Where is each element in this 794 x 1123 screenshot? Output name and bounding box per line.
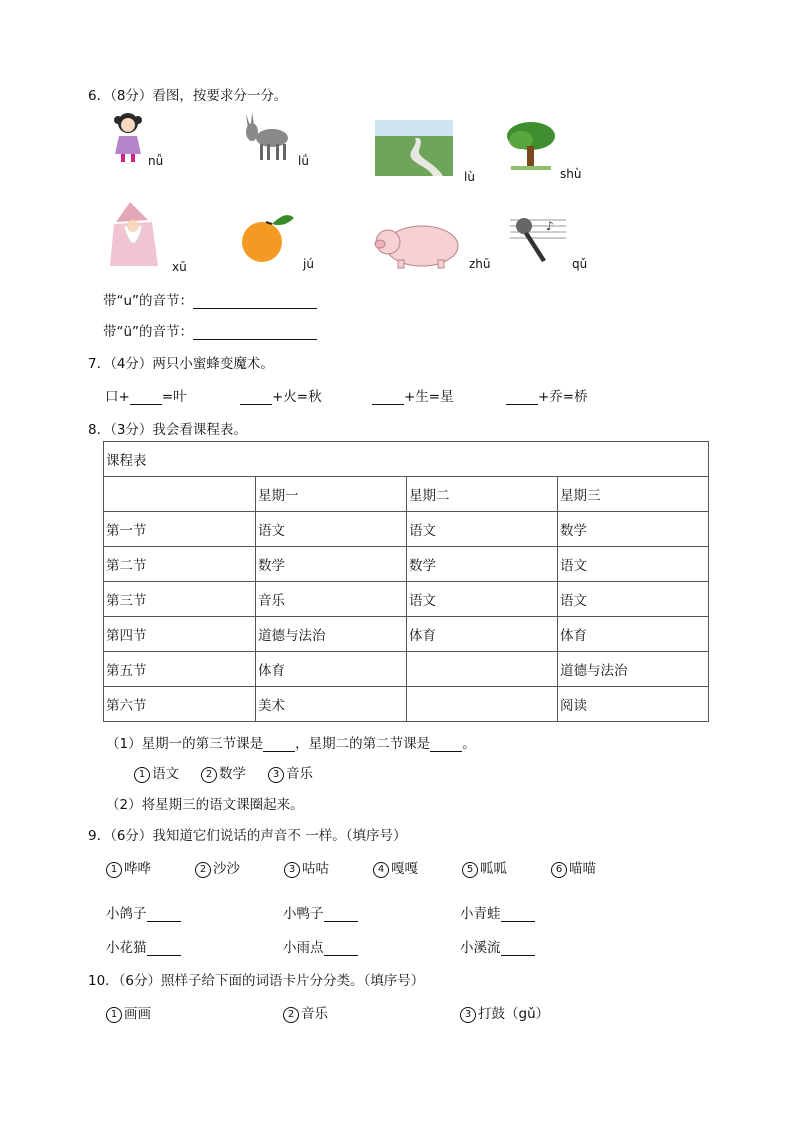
table-header-row <box>104 477 709 512</box>
q9-item-label: 小青蛙 <box>460 906 501 922</box>
q8-option-3 <box>268 762 313 783</box>
equation-3-suffix: +生=星 <box>404 389 454 405</box>
equation-4-blank[interactable] <box>506 390 538 405</box>
syllable-u-blank[interactable] <box>193 294 317 309</box>
donkey-picture <box>240 110 296 162</box>
question-6-title: 6．（8分）看图，按要求分一分。 <box>88 88 288 104</box>
microphone-picture <box>506 206 568 264</box>
table-cell <box>407 687 558 722</box>
circled-number: 3 <box>460 1007 476 1023</box>
q8-sub1-text-c: 。 <box>462 736 476 752</box>
q9-item <box>283 936 358 956</box>
option-text: 语文 <box>152 766 179 782</box>
table-caption: 课程表 <box>104 442 709 477</box>
q9-item <box>460 936 535 956</box>
q9-item-blank[interactable] <box>324 941 358 956</box>
question-7-title: 7．（4分）两只小蜜蜂变魔术。 <box>88 356 274 372</box>
table-cell: 美术 <box>256 687 407 722</box>
table-cell: 道德与法治 <box>558 652 709 687</box>
tree-picture <box>505 120 557 172</box>
q9-item-label: 小鸭子 <box>283 906 324 922</box>
table-cell: 体育 <box>407 617 558 652</box>
pinyin-1: nǚ <box>148 154 164 168</box>
table-cell: 数学 <box>407 547 558 582</box>
circled-number: 3 <box>268 767 284 783</box>
table-cell: 第三节 <box>104 582 256 617</box>
table-row <box>104 582 709 617</box>
equation-1-suffix: =叶 <box>161 389 187 405</box>
table-cell: 阅读 <box>558 687 709 722</box>
circled-number: 2 <box>195 862 211 878</box>
circled-number: 1 <box>134 767 150 783</box>
equation-2-blank[interactable] <box>240 390 272 405</box>
circled-number: 5 <box>462 862 478 878</box>
pig-picture <box>372 218 462 270</box>
table-cell: 语文 <box>407 582 558 617</box>
pinyin-6: jú <box>303 257 314 271</box>
table-cell: 第四节 <box>104 617 256 652</box>
q10-option-1 <box>106 1002 151 1023</box>
option-text: 画画 <box>124 1006 151 1022</box>
q9-item-label: 小雨点 <box>283 940 324 956</box>
option-text: 沙沙 <box>213 861 240 877</box>
option-text: 呱呱 <box>480 861 507 877</box>
table-cell: 语文 <box>407 512 558 547</box>
circled-number: 1 <box>106 1007 122 1023</box>
pinyin-3: lù <box>464 170 475 184</box>
q10-option-2 <box>283 1002 328 1023</box>
road-picture <box>375 120 453 176</box>
q9-item-blank[interactable] <box>324 907 358 922</box>
q9-item <box>283 902 358 922</box>
syllable-v-blank[interactable] <box>193 325 317 340</box>
pinyin-4: shù <box>560 167 582 181</box>
table-caption-row <box>104 442 709 477</box>
table-cell <box>407 652 558 687</box>
q8-sub1 <box>106 732 476 752</box>
table-cell: 第六节 <box>104 687 256 722</box>
option-text: 喵喵 <box>569 861 596 877</box>
table-cell: 数学 <box>256 547 407 582</box>
q9-option-4 <box>373 857 418 878</box>
circled-number: 4 <box>373 862 389 878</box>
option-text: 数学 <box>219 766 246 782</box>
pinyin-5: xū <box>172 260 187 274</box>
syllable-u-label: 带“u”的音节： <box>103 293 194 309</box>
equation-4 <box>506 385 588 405</box>
table-cell: 第一节 <box>104 512 256 547</box>
table-cell: 道德与法治 <box>256 617 407 652</box>
pinyin-7: zhū <box>469 257 491 271</box>
table-row <box>104 512 709 547</box>
option-text: 打鼓（gǔ） <box>478 1006 550 1022</box>
option-text: 音乐 <box>286 766 313 782</box>
circled-number: 2 <box>201 767 217 783</box>
table-cell: 第五节 <box>104 652 256 687</box>
equation-3-blank[interactable] <box>372 390 404 405</box>
old-man-picture <box>108 200 166 268</box>
option-text: 音乐 <box>301 1006 328 1022</box>
q8-sub1-blank-1[interactable] <box>263 737 295 752</box>
q8-option-2 <box>201 762 246 783</box>
question-8-title: 8．（3分）我会看课程表。 <box>88 422 247 438</box>
pinyin-8: qǔ <box>572 257 588 271</box>
table-row <box>104 547 709 582</box>
q9-item-label: 小鸽子 <box>106 906 147 922</box>
table-header-cell: 星期三 <box>558 477 709 512</box>
equation-1-blank[interactable] <box>130 390 162 405</box>
girl-picture <box>110 110 146 164</box>
table-cell: 语文 <box>558 582 709 617</box>
circled-number: 1 <box>106 862 122 878</box>
q9-option-5 <box>462 857 507 878</box>
equation-2-suffix: +火=秋 <box>272 389 322 405</box>
q8-sub1-blank-2[interactable] <box>430 737 462 752</box>
q8-sub1-text-b: ，星期二的第二节课是 <box>295 736 431 752</box>
equation-4-suffix: +乔=桥 <box>538 389 588 405</box>
q9-item <box>460 902 535 922</box>
circled-number: 3 <box>284 862 300 878</box>
q9-option-6 <box>551 857 596 878</box>
table-cell: 数学 <box>558 512 709 547</box>
circled-number: 6 <box>551 862 567 878</box>
q9-option-3 <box>284 857 329 878</box>
q9-item-blank[interactable] <box>147 941 181 956</box>
circled-number: 2 <box>283 1007 299 1023</box>
schedule-table <box>103 441 709 722</box>
equation-1 <box>105 385 187 405</box>
table-row <box>104 617 709 652</box>
q8-sub1-text-a: （1）星期一的第三节课是 <box>106 736 264 752</box>
table-row <box>104 687 709 722</box>
option-text: 嘎嘎 <box>391 861 418 877</box>
equation-3 <box>372 385 454 405</box>
equation-2 <box>240 385 322 405</box>
q9-item <box>106 902 181 922</box>
syllable-v-line <box>103 320 317 340</box>
table-cell: 音乐 <box>256 582 407 617</box>
q9-item-blank[interactable] <box>501 907 535 922</box>
table-header-cell: 星期二 <box>407 477 558 512</box>
q8-sub2: （2）将星期三的语文课圈起来。 <box>106 797 304 813</box>
table-cell: 语文 <box>256 512 407 547</box>
table-cell: 体育 <box>558 617 709 652</box>
q10-option-3 <box>460 1002 549 1023</box>
table-cell: 语文 <box>558 547 709 582</box>
question-9-title: 9．（6分）我知道它们说话的声音不 一样。（填序号） <box>88 828 407 844</box>
table-header-cell: 星期一 <box>256 477 407 512</box>
q9-item-blank[interactable] <box>501 941 535 956</box>
question-10-title: 10．（6分）照样子给下面的词语卡片分分类。（填序号） <box>88 973 425 989</box>
table-cell: 第二节 <box>104 547 256 582</box>
q9-item-label: 小花猫 <box>106 940 147 956</box>
table-row <box>104 652 709 687</box>
q9-option-1 <box>106 857 151 878</box>
option-text: 咕咕 <box>302 861 329 877</box>
q9-item-blank[interactable] <box>147 907 181 922</box>
q9-item-label: 小溪流 <box>460 940 501 956</box>
pinyin-2: lǘ <box>298 154 309 168</box>
syllable-u-line <box>103 289 317 309</box>
q8-option-1 <box>134 762 179 783</box>
orange-picture <box>238 206 296 266</box>
option-text: 哗哗 <box>124 861 151 877</box>
svg-text:♪: ♪ <box>546 219 554 233</box>
table-header-cell <box>104 477 256 512</box>
syllable-v-label: 带“ü”的音节： <box>103 324 194 340</box>
q9-option-2 <box>195 857 240 878</box>
equation-1-prefix: 口+ <box>105 389 130 405</box>
q9-item <box>106 936 181 956</box>
table-cell: 体育 <box>256 652 407 687</box>
